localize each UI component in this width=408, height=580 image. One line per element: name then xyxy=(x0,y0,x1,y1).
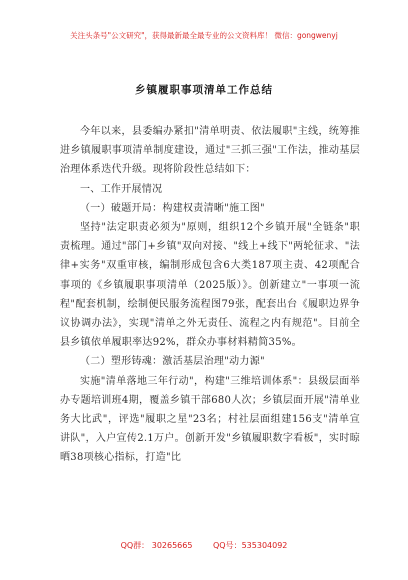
subsection-heading-2: （二）塑形铸魂：激活基层治理"动力源" xyxy=(80,356,265,368)
paragraph-body-1: 坚持"法定职责必须为"原则，组织12个乡镇开展"全链条"职责梳理。通过"部门+乡镇"双向对接、"线上+线下"两轮征求、"法律+实务"双重审核，编制形成包含6大类187项主责、42项配合事项的《乡镇履职事项清单（2025版）》。创新建立"一事项一流程"配套机制，绘制便民服务流程图79张，配套出台《履职边界争议协调办法》，实现"清单之外无责任、流程之内有规范"。目前全县乡镇依单履职率达92%，群众办事材料精简35%。 xyxy=(60,222,360,349)
footer-qq-group: QQ群： 30265665 xyxy=(120,541,193,550)
document-body xyxy=(60,122,360,468)
paragraph-body-2: 实施"清单落地三年行动"，构建"三维培训体系"：县级层面举办专题培训班4期，覆盖乡镇干部680人次；乡镇层面开展"清单业务大比武"，评选"履职之星"23名；村社层面组建156支"清单宣讲队"，入户宣传2.1万户。创新开发"乡镇履职数字看板"，实时晾晒38项核心指标，打造"比 xyxy=(60,375,360,464)
paragraph-intro: 今年以来，县委编办紧扣"清单明责、依法履职"主线，统筹推进乡镇履职事项清单制度建设，通过"三抓三强"工作法，推动基层治理体系迭代升级。现将阶段性总结如下： xyxy=(60,126,360,176)
document-title: 乡镇履职事项清单工作总结 xyxy=(135,84,273,96)
footer-qq-number: QQ号：535304092 xyxy=(213,541,288,550)
subsection-heading-1: （一）破题开局：构建权责清晰"施工图" xyxy=(80,202,265,214)
section-heading: 一、工作开展情况 xyxy=(80,183,163,195)
header-banner: 关注头条号"公文研究"，获得最新最全最专业的公文资料库！ 微信：gongwenyj xyxy=(70,31,338,40)
footer-contact xyxy=(0,540,408,551)
